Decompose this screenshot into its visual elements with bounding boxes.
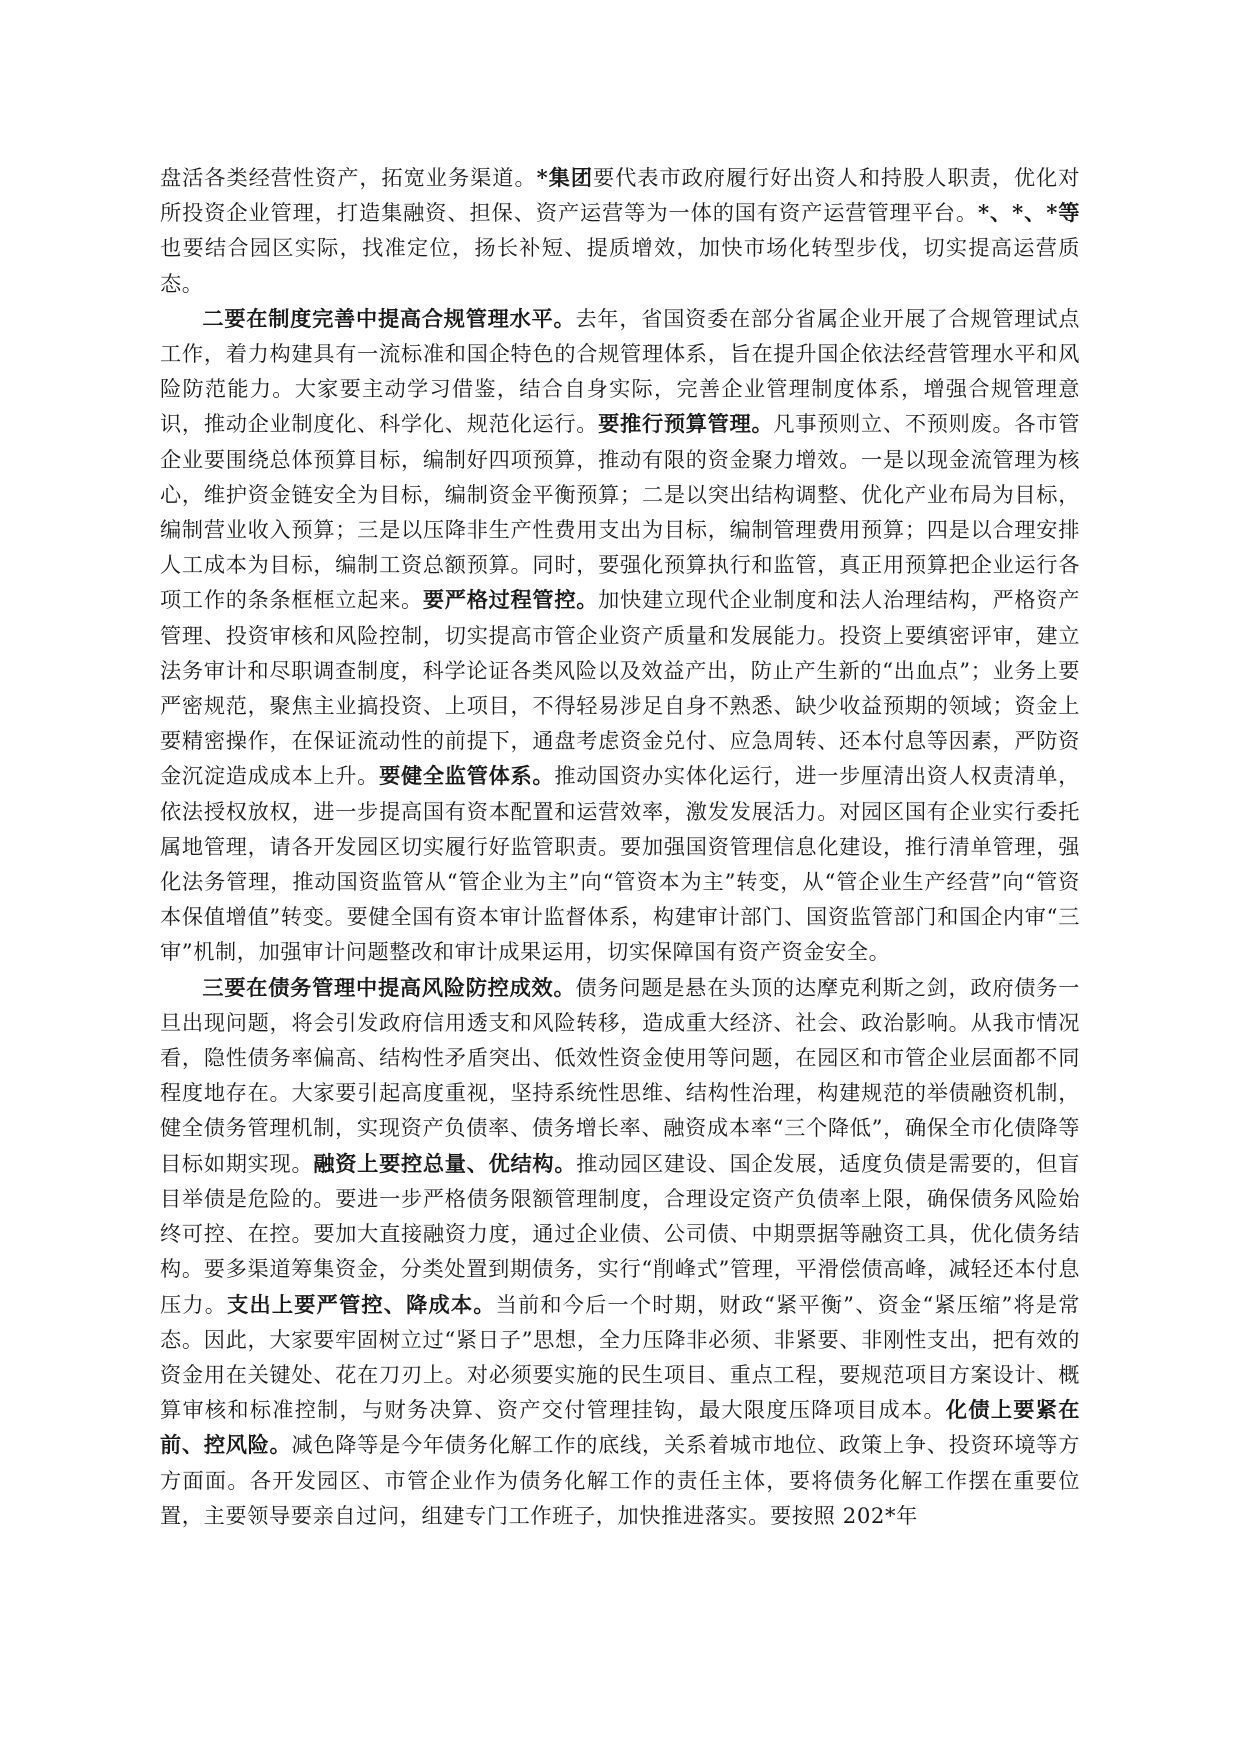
paragraph-3 bbox=[160, 970, 1080, 1533]
bold-heading-run: 要严格过程管控。 bbox=[422, 587, 599, 613]
bold-heading-run: 化债上要紧在前、控风险。 bbox=[160, 1397, 1080, 1458]
text-run: 债务问题是悬在头顶的达摩克利斯之剑，政府债务一旦出现问题，将会引发政府信用透支和风险转移，造成重大经济、社会、政治影响。从我市情况看，隐性债务率偏高、结构性矛盾突出、低效性资金使用等问题，在园区和市管企业层面都不同程度地存在。大家要引起高度重视，坚持系统性思维、结构性治理，构建规范的举债融资机制，健全债务管理机制，实现资产负债率、债务增长率、融资成本率“三个降低”，确保全市化债降等目标如期实现。 bbox=[160, 974, 1080, 1176]
bold-heading-run: *集团 bbox=[536, 165, 593, 190]
document-page bbox=[160, 160, 1080, 1533]
text-run: 减色降等是今年债务化解工作的底线，关系着城市地位、政策上争、投资环境等方方面面。各开发园区、市管企业作为债务化解工作的责任主体，要将债务化解工作摆在重要位置，主要领导要亲自过问，组建专门工作班子，加快推进落实。要按照 202*年 bbox=[160, 1432, 1080, 1528]
text-run: 要代表市政府履行好出资人和持股人职责，优化对所投资企业管理，打造集融资、担保、资产运营等为一体的国有资产运营管理平台。 bbox=[160, 165, 1081, 226]
paragraph-1 bbox=[160, 160, 1080, 301]
text-run: 凡事预则立、不预则废。各市管企业要围绕总体预算目标，编制好四项预算，推动有限的资金聚力增效。一是以现金流管理为核心，维护资金链安全为目标，编制资金平衡预算；二是以突出结构调整、优化产业布局为目标，编制营业收入预算；三是以压降非生产性费用支出为目标，编制管理费用预算；四是以合理安排人工成本为目标，编制工资总额预算。同时，要强化预算执行和监管，真正用预算把企业运行各项工作的条条框框立起来。 bbox=[160, 411, 1080, 613]
text-run: 推动国资办实体化运行，进一步厘清出资人权责清单，依法授权放权，进一步提高国有资本配置和运营效率，激发发展活力。对园区国有企业实行委托属地管理，请各开发园区切实履行好监管职责。要加强国资管理信息化建设，推行清单管理，强化法务管理，推动国资监管从“管企业为主”向“管资本为主”转变，从“管企业生产经营”向“管资本保值增值”转变。要健全国有资本审计监督体系，构建审计部门、国资监管部门和国企内审“三审”机制，加强审计问题整改和审计成果运用，切实保障国有资产资金安全。 bbox=[160, 763, 1080, 965]
text-run: 当前和今后一个时期，财政“紧平衡”、资金“紧压缩”将是常态。因此，大家要牢固树立过“紧日子”思想，全力压降非必须、非紧要、非刚性支出，把有效的资金用在关键处、花在刀刃上。对必须要实施的民生项目、重点工程，要规范项目方案设计、概算审核和标准控制，与财务决算、资产交付管理挂钩，最大限度压降项目成本。 bbox=[160, 1291, 1080, 1423]
text-run: 盘活各类经营性资产，拓宽业务渠道。 bbox=[160, 165, 537, 190]
bold-heading-run: *、*、*等 bbox=[978, 200, 1081, 226]
text-run: 去年，省国资委在部分省属企业开展了合规管理试点工作，着力构建具有一流标准和国企特色的合规管理体系，旨在提升国企依法经营管理水平和风险防范能力。大家要主动学习借鉴，结合自身实际，完善企业管理制度体系，增强合规管理意识，推动企业制度化、科学化、规范化运行。 bbox=[160, 305, 1080, 437]
bold-heading-run: 要健全监管体系。 bbox=[379, 763, 555, 789]
bold-heading-run: 融资上要控总量、优结构。 bbox=[313, 1150, 577, 1176]
bold-heading-run: 支出上要严管控、降成本。 bbox=[227, 1291, 496, 1317]
text-run: 推动园区建设、国企发展，适度负债是需要的，但盲目举债是危险的。要进一步严格债务限额管理制度，合理设定资产负债率上限，确保债务风险始终可控、在控。要加大直接融资力度，通过企业债、公司债、中期票据等融资工具，优化债务结构。要多渠道筹集资金，分类处置到期债务，实行“削峰式”管理，平滑偿债高峰，减轻还本付息压力。 bbox=[160, 1150, 1080, 1317]
bold-heading-run: 二要在制度完善中提高合规管理水平。 bbox=[202, 305, 576, 331]
bold-heading-run: 要推行预算管理。 bbox=[598, 411, 774, 437]
text-run: 也要结合园区实际，找准定位，扬长补短、提质增效，加快市场化转型步伐，切实提高运营质态。 bbox=[160, 235, 1080, 296]
text-run: 加快建立现代企业制度和法人治理结构，严格资产管理、投资审核和风险控制，切实提高市管企业资产质量和发展能力。投资上要缜密评审，建立法务审计和尽职调查制度，科学论证各类风险以及效益产出，防止产生新的“出血点”；业务上要严密规范，聚焦主业搞投资、上项目，不得轻易涉足自身不熟悉、缺少收益预期的领域；资金上要精密操作，在保证流动性的前提下，通盘考虑资金兑付、应急周转、还本付息等因素，严防资金沉淀造成成本上升。 bbox=[160, 587, 1080, 789]
bold-heading-run: 三要在债务管理中提高风险防控成效。 bbox=[202, 974, 576, 1000]
paragraph-2 bbox=[160, 301, 1080, 970]
